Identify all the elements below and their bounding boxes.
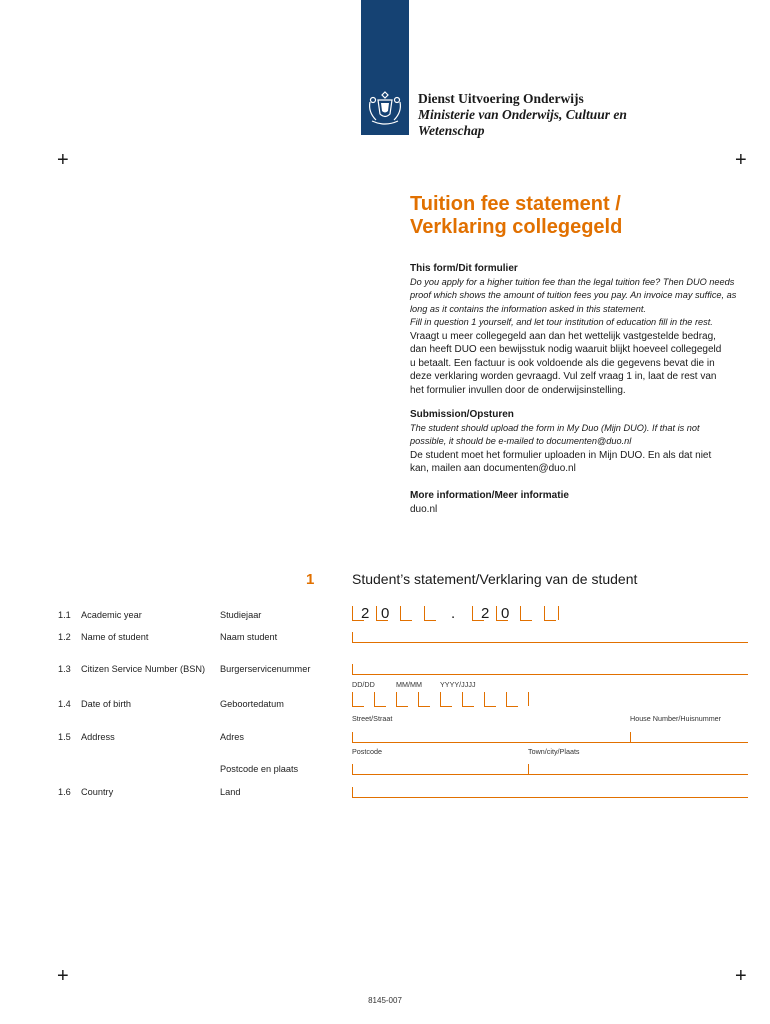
digit-box[interactable] xyxy=(440,692,452,707)
submission-en-line: possible, it should be e-mailed to documenten@duo.nl xyxy=(410,436,632,446)
postcode-hint: Postcode xyxy=(352,747,382,756)
crest-icon xyxy=(364,88,406,126)
year-digit: 2 xyxy=(361,605,370,622)
digit-box[interactable] xyxy=(396,692,408,707)
submission-nl-line: De student moet het formulier uploaden in Mijn DUO. En als dat niet xyxy=(410,449,712,461)
field-tick xyxy=(352,732,353,742)
intro-nl-line: dan heeft DUO een bewijsstuk nodig waaruit blijkt hoeveel collegegeld xyxy=(410,344,722,355)
street-hint: Street/Straat xyxy=(352,714,393,723)
row-label-nl: Studiejaar xyxy=(220,610,262,620)
year-digit: 0 xyxy=(501,605,510,622)
row-label-nl: Land xyxy=(220,787,241,797)
row-number: 1.6 xyxy=(58,787,71,797)
row-label-en: Citizen Service Number (BSN) xyxy=(81,664,206,674)
row-label-en: Academic year xyxy=(81,610,142,620)
town-field[interactable] xyxy=(528,764,529,774)
org-line-2: Ministerie van Onderwijs, Cultuur en xyxy=(418,107,627,122)
more-info-link[interactable]: duo.nl xyxy=(410,503,438,515)
more-info-heading: More information/Meer informatie xyxy=(410,490,569,501)
submission-nl-line: kan, mailen aan documenten@duo.nl xyxy=(410,463,576,474)
row-label-en: Date of birth xyxy=(81,699,132,709)
row-label-nl: Naam student xyxy=(220,632,278,642)
row-number: 1.5 xyxy=(58,732,71,742)
title-line-2: Verklaring collegegeld xyxy=(410,216,623,238)
row-label-en: Name of student xyxy=(81,632,149,642)
form-title xyxy=(410,193,622,239)
digit-box[interactable] xyxy=(352,692,364,707)
field-tick xyxy=(352,664,353,674)
intro-en-line: long as it contains the information asked in this statement. xyxy=(410,303,646,314)
org-line-1: Dienst Uitvoering Onderwijs xyxy=(418,91,584,106)
row-number: 1.1 xyxy=(58,610,71,620)
postcode-field[interactable] xyxy=(352,774,748,775)
digit-box-end xyxy=(528,692,529,706)
field-tick xyxy=(352,632,353,642)
bsn-field[interactable] xyxy=(352,674,748,675)
year-digit: 2 xyxy=(481,605,490,622)
dob-month-hint: MM/MM xyxy=(396,680,422,689)
form-code: 8145-007 xyxy=(368,996,402,1005)
intro-en-line: Fill in question 1 yourself, and let tour institution of education fill in the rest. xyxy=(410,317,713,327)
digit-box[interactable] xyxy=(400,606,412,621)
row-number: 1.4 xyxy=(58,699,71,709)
intro-block xyxy=(410,262,750,397)
year-separator: . xyxy=(451,605,456,622)
house-number-field[interactable] xyxy=(630,732,631,742)
intro-nl-line: Vraagt u meer collegegeld aan dan het wettelijk vastgestelde bedrag, xyxy=(410,330,716,342)
crop-mark-bottom-right: + xyxy=(735,965,747,987)
submission-block xyxy=(410,408,750,476)
intro-heading: This form/Dit formulier xyxy=(410,263,518,274)
submission-en-line: The student should upload the form in My Duo (Mijn DUO). If that is not xyxy=(410,422,700,433)
name-field[interactable] xyxy=(352,642,748,643)
digit-box[interactable] xyxy=(520,606,532,621)
digit-box[interactable] xyxy=(506,692,518,707)
org-line-3: Wetenschap xyxy=(418,123,485,138)
crop-mark-top-right: + xyxy=(735,149,747,171)
row-label-nl: Geboortedatum xyxy=(220,699,284,709)
row-number: 1.3 xyxy=(58,664,71,674)
intro-nl-line: het formulier invullen door de onderwijsinstelling. xyxy=(410,384,626,396)
submission-heading: Submission/Opsturen xyxy=(410,409,514,420)
row-label-nl: Burgerservicenummer xyxy=(220,664,311,674)
digit-box[interactable] xyxy=(424,606,436,621)
digit-box[interactable] xyxy=(484,692,496,707)
crop-mark-top-left: + xyxy=(57,149,69,171)
digit-box[interactable] xyxy=(374,692,386,707)
intro-en-line: proof which shows the amount of tuition fees you pay. An invoice may suffice, as xyxy=(410,290,737,300)
dob-day-hint: DD/DD xyxy=(352,680,375,689)
house-number-hint: House Number/Huisnummer xyxy=(630,714,722,723)
row-label-en: Address xyxy=(81,732,115,742)
row-label-nl: Adres xyxy=(220,732,245,742)
title-line-1: Tuition fee statement / xyxy=(410,193,621,215)
digit-box-end xyxy=(558,606,559,620)
field-tick xyxy=(352,764,353,774)
more-info-block xyxy=(410,489,750,516)
street-field[interactable] xyxy=(352,742,748,743)
organization-name xyxy=(418,91,627,139)
intro-en-line: Do you apply for a higher tuition fee than the legal tuition fee? Then DUO needs xyxy=(410,276,735,287)
row-label-nl: Postcode en plaats xyxy=(220,764,299,774)
section-number: 1 xyxy=(306,571,315,588)
field-tick xyxy=(352,787,353,797)
town-hint: Town/city/Plaats xyxy=(528,747,580,756)
digit-box[interactable] xyxy=(544,606,556,621)
intro-nl-line: u betaalt. Een factuur is ook voldoende als die gegevens bevat die in xyxy=(410,357,715,369)
row-label-en: Country xyxy=(81,787,114,797)
year-digit: 0 xyxy=(381,605,390,622)
digit-box[interactable] xyxy=(418,692,430,707)
country-field[interactable] xyxy=(352,797,748,798)
intro-nl-line: deze verklaring worden gevraagd. Vul zelf vraag 1 in, laat de rest van xyxy=(410,371,717,382)
crop-mark-bottom-left: + xyxy=(57,965,69,987)
section-title: Student’s statement/Verklaring van de student xyxy=(352,571,638,587)
dob-year-hint: YYYY/JJJJ xyxy=(440,680,476,689)
row-number: 1.2 xyxy=(58,632,71,642)
digit-box[interactable] xyxy=(462,692,474,707)
